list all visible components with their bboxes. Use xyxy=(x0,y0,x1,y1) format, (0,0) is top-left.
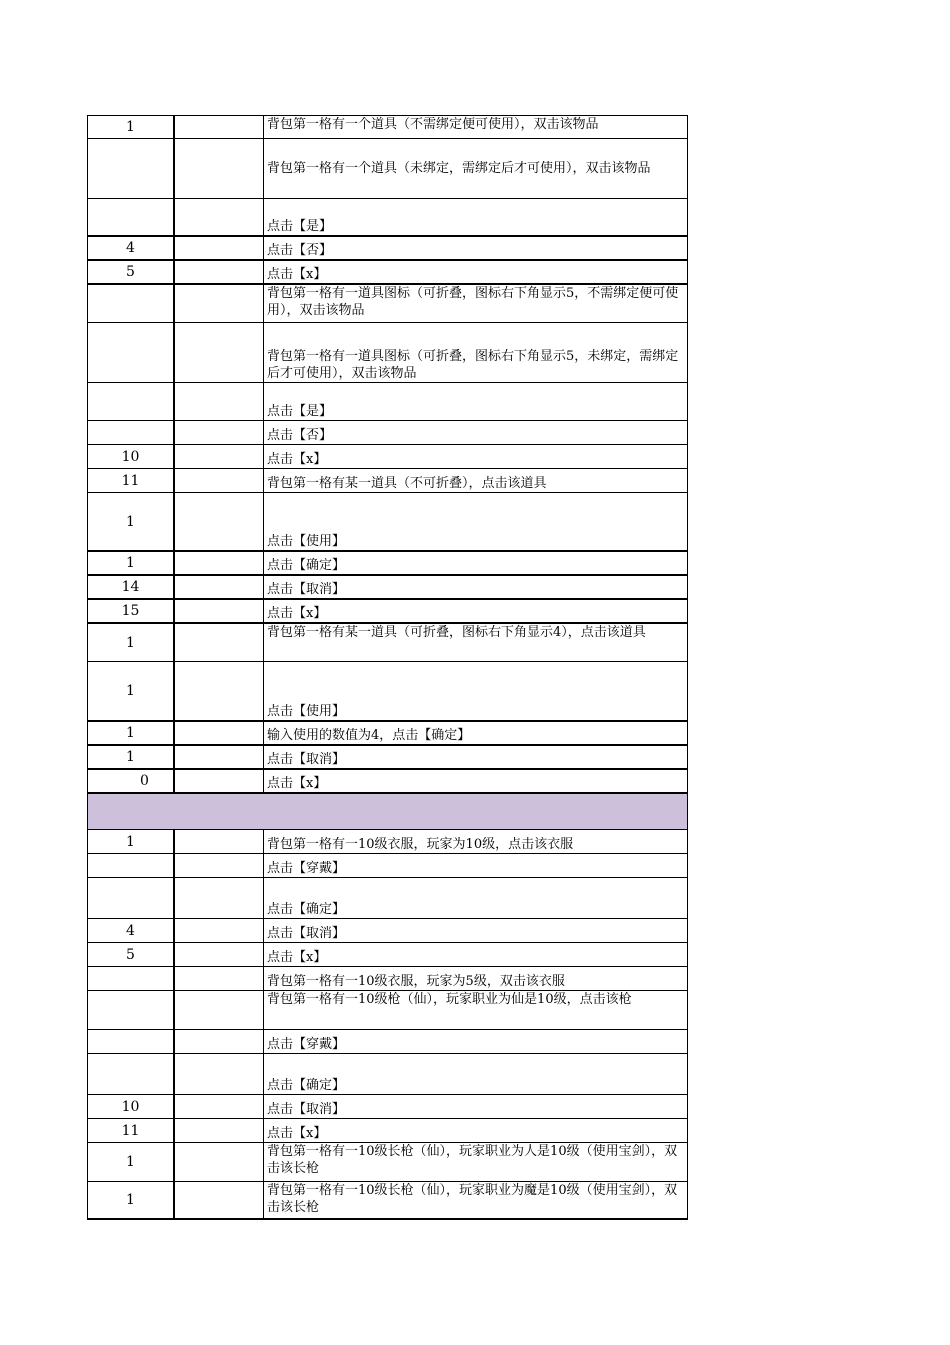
step-description-cell[interactable] xyxy=(263,722,688,744)
step-description-text: 背包第一格有一道具图标（可折叠，图标右下角显示5，不需绑定便可使用），双击该物品 xyxy=(267,286,679,318)
step-description-text: 点击【否】 xyxy=(267,428,333,443)
step-description-cell[interactable] xyxy=(263,576,688,598)
step-number-cell[interactable] xyxy=(87,967,173,990)
step-description-text: 背包第一格有一个道具（不需绑定便可使用），双击该物品 xyxy=(267,117,599,132)
empty-cell[interactable] xyxy=(173,199,263,235)
table-row xyxy=(87,1143,688,1182)
empty-cell[interactable] xyxy=(173,323,263,382)
step-number-cell[interactable] xyxy=(87,878,173,918)
step-description-cell[interactable] xyxy=(263,624,688,661)
step-number-cell[interactable] xyxy=(87,854,173,877)
table-row xyxy=(87,469,688,493)
step-description-cell[interactable] xyxy=(263,469,688,492)
empty-cell[interactable] xyxy=(173,662,263,720)
empty-cell[interactable] xyxy=(173,830,263,853)
step-number-cell[interactable]: 11 xyxy=(87,1119,173,1142)
empty-cell[interactable] xyxy=(173,552,263,574)
step-number-cell[interactable]: 4 xyxy=(87,237,173,259)
step-description-cell[interactable] xyxy=(263,285,688,322)
step-description-text: 点击【确定】 xyxy=(267,902,346,917)
step-description-cell[interactable] xyxy=(263,552,688,574)
table-row xyxy=(87,383,688,421)
step-description-text: 背包第一格有一10级枪（仙），玩家职业为仙是10级，点击该枪 xyxy=(267,992,632,1007)
step-number-cell[interactable]: 0 xyxy=(87,770,173,792)
step-description-text: 点击【确定】 xyxy=(267,558,346,573)
step-description-text: 背包第一格有某一道具（可折叠，图标右下角显示4），点击该道具 xyxy=(267,625,646,640)
step-description-cell[interactable] xyxy=(263,967,688,990)
step-description-cell[interactable] xyxy=(263,445,688,468)
step-description-text: 点击【x】 xyxy=(267,452,327,467)
table-row xyxy=(87,552,688,576)
step-number-cell[interactable]: 1 xyxy=(87,116,173,138)
step-description-cell[interactable] xyxy=(263,199,688,235)
table-row xyxy=(87,722,688,746)
step-description-text: 点击【取消】 xyxy=(267,1102,346,1117)
step-number-cell[interactable]: 1 xyxy=(87,624,173,661)
empty-cell[interactable] xyxy=(173,770,263,792)
spreadsheet-table xyxy=(87,115,688,1220)
table-row xyxy=(87,115,688,139)
step-description-text: 点击【使用】 xyxy=(267,534,346,549)
step-description-text: 点击【是】 xyxy=(267,404,333,419)
step-description-text: 点击【确定】 xyxy=(267,1078,346,1093)
table-row xyxy=(87,624,688,662)
step-number-cell[interactable] xyxy=(87,139,173,198)
step-description-cell[interactable] xyxy=(263,421,688,444)
empty-cell[interactable] xyxy=(173,878,263,918)
step-description-text: 背包第一格有一道具图标（可折叠，图标右下角显示5，未绑定，需绑定后才可使用），双击该物品 xyxy=(267,349,679,381)
table-row xyxy=(87,445,688,469)
step-description-text: 点击【是】 xyxy=(267,219,333,234)
empty-cell[interactable] xyxy=(173,746,263,768)
table-row xyxy=(87,854,688,878)
table-row xyxy=(87,600,688,624)
step-description-cell[interactable] xyxy=(263,139,688,198)
table-row xyxy=(87,1095,688,1119)
empty-cell[interactable] xyxy=(173,854,263,877)
step-description-text: 背包第一格有一10级长枪（仙），玩家职业为人是10级（使用宝剑），双击该长枪 xyxy=(267,1144,678,1176)
step-description-cell[interactable] xyxy=(263,794,688,829)
empty-cell[interactable] xyxy=(173,1095,263,1118)
step-description-text: 背包第一格有一10级长枪（仙），玩家职业为魔是10级（使用宝剑），双击该长枪 xyxy=(267,1183,678,1215)
step-number-cell[interactable] xyxy=(87,1030,173,1053)
table-row xyxy=(87,943,688,967)
table-row xyxy=(87,1030,688,1054)
step-number-cell[interactable] xyxy=(87,421,173,444)
step-description-text: 点击【取消】 xyxy=(267,752,346,767)
step-description-text: 点击【穿戴】 xyxy=(267,861,346,876)
step-description-cell[interactable] xyxy=(263,383,688,420)
step-description-cell[interactable] xyxy=(263,943,688,966)
step-number-cell[interactable]: 1 xyxy=(87,722,173,744)
empty-cell[interactable] xyxy=(173,116,263,138)
step-number-cell[interactable] xyxy=(87,323,173,382)
table-row xyxy=(87,830,688,854)
table-row xyxy=(87,576,688,600)
empty-cell[interactable] xyxy=(173,383,263,420)
table-row xyxy=(87,1119,688,1143)
empty-cell[interactable] xyxy=(173,919,263,942)
step-description-text: 点击【穿戴】 xyxy=(267,1037,346,1052)
step-description-cell[interactable] xyxy=(263,1095,688,1118)
table-row xyxy=(87,746,688,770)
empty-cell[interactable] xyxy=(173,261,263,283)
step-number-cell[interactable]: 1 xyxy=(87,552,173,574)
table-row xyxy=(87,323,688,383)
table-row xyxy=(87,199,688,237)
empty-cell[interactable] xyxy=(173,1143,263,1181)
step-description-text: 输入使用的数值为4，点击【确定】 xyxy=(267,728,471,743)
step-number-cell[interactable] xyxy=(87,1054,173,1094)
step-description-cell[interactable] xyxy=(263,662,688,720)
step-number-cell[interactable]: 11 xyxy=(87,469,173,492)
empty-cell[interactable] xyxy=(173,445,263,468)
empty-cell[interactable] xyxy=(173,1030,263,1053)
step-description-text: 点击【x】 xyxy=(267,776,327,791)
step-description-cell[interactable] xyxy=(263,1030,688,1053)
step-number-cell[interactable]: 1 xyxy=(87,830,173,853)
step-number-cell[interactable] xyxy=(87,794,173,829)
empty-cell[interactable] xyxy=(173,493,263,550)
empty-cell[interactable] xyxy=(173,1054,263,1094)
empty-cell[interactable] xyxy=(173,139,263,198)
empty-cell[interactable] xyxy=(173,722,263,744)
step-number-cell[interactable]: 4 xyxy=(87,919,173,942)
empty-cell[interactable] xyxy=(173,967,263,990)
table-row xyxy=(87,261,688,285)
step-number-cell[interactable]: 14 xyxy=(87,576,173,598)
step-description-cell[interactable] xyxy=(263,1054,688,1094)
step-number-cell[interactable] xyxy=(87,285,173,322)
step-description-cell[interactable] xyxy=(263,261,688,283)
step-description-text: 点击【x】 xyxy=(267,950,327,965)
table-row xyxy=(87,967,688,991)
empty-cell[interactable] xyxy=(173,421,263,444)
step-description-cell[interactable] xyxy=(263,1182,688,1218)
table-row xyxy=(87,919,688,943)
table-row xyxy=(87,1182,688,1220)
step-number-cell[interactable]: 5 xyxy=(87,261,173,283)
step-number-cell[interactable]: 1 xyxy=(87,746,173,768)
step-description-cell[interactable] xyxy=(263,237,688,259)
empty-cell[interactable] xyxy=(173,991,263,1029)
empty-cell[interactable] xyxy=(173,469,263,492)
table-row xyxy=(87,493,688,552)
table-row xyxy=(87,662,688,722)
step-description-cell[interactable] xyxy=(263,600,688,622)
step-description-text: 点击【否】 xyxy=(267,243,333,258)
step-description-text: 背包第一格有某一道具（不可折叠），点击该道具 xyxy=(267,476,547,491)
step-number-cell[interactable]: 1 xyxy=(87,1182,173,1218)
step-number-cell[interactable]: 10 xyxy=(87,1095,173,1118)
step-number-cell[interactable] xyxy=(87,199,173,235)
step-description-cell[interactable] xyxy=(263,919,688,942)
table-row xyxy=(87,421,688,445)
step-number-cell[interactable]: 1 xyxy=(87,1143,173,1181)
step-description-cell[interactable] xyxy=(263,770,688,792)
table-row xyxy=(87,139,688,199)
step-description-cell[interactable] xyxy=(263,116,688,138)
empty-cell[interactable] xyxy=(173,285,263,322)
step-number-cell[interactable] xyxy=(87,383,173,420)
empty-cell[interactable] xyxy=(173,600,263,622)
step-description-cell[interactable] xyxy=(263,493,688,550)
table-row xyxy=(87,1054,688,1095)
empty-cell[interactable] xyxy=(173,943,263,966)
section-separator-row xyxy=(87,794,688,830)
step-number-cell[interactable]: 1 xyxy=(87,662,173,720)
step-description-cell[interactable] xyxy=(263,323,688,382)
empty-cell[interactable] xyxy=(173,576,263,598)
step-description-text: 点击【x】 xyxy=(267,1126,327,1141)
step-description-cell[interactable] xyxy=(263,1143,688,1181)
step-description-cell[interactable] xyxy=(263,746,688,768)
step-description-cell[interactable] xyxy=(263,830,688,853)
step-description-cell[interactable] xyxy=(263,854,688,877)
table-row xyxy=(87,991,688,1030)
step-number-cell[interactable]: 15 xyxy=(87,600,173,622)
step-number-cell[interactable]: 1 xyxy=(87,493,173,550)
empty-cell[interactable] xyxy=(173,1119,263,1142)
empty-cell[interactable] xyxy=(173,624,263,661)
step-description-cell[interactable] xyxy=(263,1119,688,1142)
step-description-text: 点击【取消】 xyxy=(267,926,346,941)
step-description-text: 点击【使用】 xyxy=(267,704,346,719)
step-description-text: 点击【取消】 xyxy=(267,582,346,597)
step-description-text: 背包第一格有一10级衣服，玩家为5级，双击该衣服 xyxy=(267,974,565,989)
step-description-text: 背包第一格有一个道具（未绑定，需绑定后才可使用），双击该物品 xyxy=(267,161,651,176)
step-description-text: 背包第一格有一10级衣服，玩家为10级，点击该衣服 xyxy=(267,837,574,852)
empty-cell[interactable] xyxy=(173,237,263,259)
step-number-cell[interactable]: 10 xyxy=(87,445,173,468)
step-number-cell[interactable]: 5 xyxy=(87,943,173,966)
table-row xyxy=(87,878,688,919)
empty-cell[interactable] xyxy=(173,794,263,829)
table-row xyxy=(87,285,688,323)
step-description-cell[interactable] xyxy=(263,991,688,1029)
table-row xyxy=(87,770,688,794)
table-row xyxy=(87,237,688,261)
step-description-text: 点击【x】 xyxy=(267,606,327,621)
step-description-text: 点击【x】 xyxy=(267,267,327,282)
step-number-cell[interactable] xyxy=(87,991,173,1029)
step-description-cell[interactable] xyxy=(263,878,688,918)
empty-cell[interactable] xyxy=(173,1182,263,1218)
